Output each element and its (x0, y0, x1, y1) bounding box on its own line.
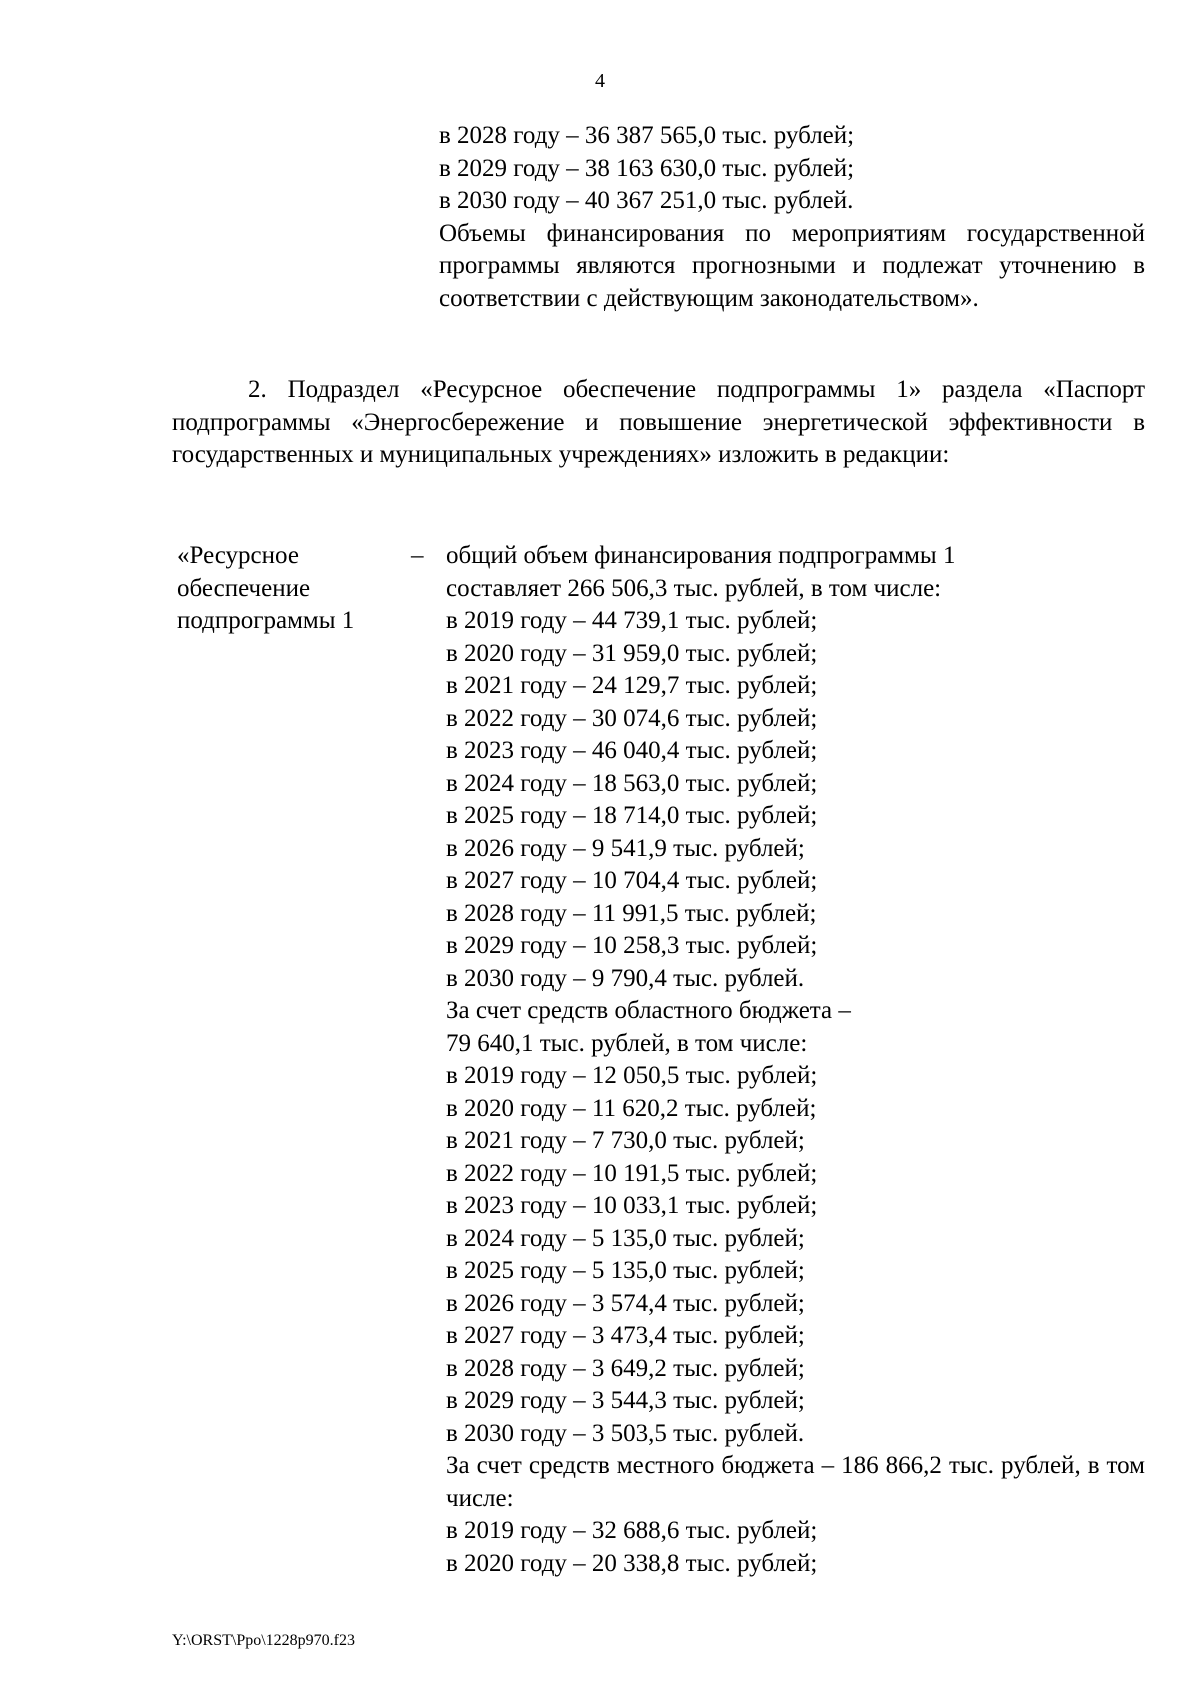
total-year-line: в 2030 году – 9 790,4 тыс. рублей. (446, 964, 805, 992)
year-line: в 2030 году – 40 367 251,0 тыс. рублей. (439, 187, 854, 214)
regional-head: За счет средств областного бюджета – (446, 997, 851, 1024)
resource-label (177, 540, 417, 638)
year-line: в 2029 году – 38 163 630,0 тыс. рублей; (439, 154, 855, 182)
label-dash: – (411, 542, 424, 569)
year-line: в 2028 году – 36 387 565,0 тыс. рублей; (439, 122, 855, 149)
resource-body (446, 540, 1145, 1580)
file-path-footer: Y:\ORST\Ppo\1228p970.f23 (172, 1632, 355, 1649)
regional-year-line: в 2025 году – 5 135,0 тыс. рублей; (446, 1257, 805, 1284)
local-year-line: в 2020 году – 20 338,8 тыс. рублей; (446, 1549, 818, 1577)
forecast-note: Объемы финансирования по мероприятиям государственной программы являются прогнозными и подлежат уточнению в соответствии с действующим законодательством». (439, 219, 1145, 312)
regional-year-line: в 2024 году – 5 135,0 тыс. рублей; (446, 1224, 805, 1252)
regional-year-line: в 2020 году – 11 620,2 тыс. рублей; (446, 1094, 817, 1122)
local-year-line: в 2019 году – 32 688,6 тыс. рублей; (446, 1517, 818, 1544)
total-year-line: в 2022 году – 30 074,6 тыс. рублей; (446, 704, 818, 732)
page-number: 4 (595, 70, 605, 92)
regional-year-line: в 2023 году – 10 033,1 тыс. рублей; (446, 1192, 818, 1219)
total-year-line: в 2026 году – 9 541,9 тыс. рублей; (446, 834, 805, 862)
total-line: составляет 266 506,3 тыс. рублей, в том числе: (446, 574, 942, 602)
regional-year-line: в 2021 году – 7 730,0 тыс. рублей; (446, 1127, 805, 1154)
section-2-paragraph: 2. Подраздел «Ресурсное обеспечение подпрограммы 1» раздела «Паспорт подпрограммы «Энергосбережение и повышение энергетической эффективности в государственных и муниципальных учреждениях» изложить в редакции: (172, 376, 1145, 468)
local-years-list (446, 1515, 1145, 1580)
regional-year-line: в 2028 году – 3 649,2 тыс. рублей; (446, 1354, 805, 1382)
regional-years-list (446, 1060, 1145, 1450)
regional-year-line: в 2026 году – 3 574,4 тыс. рублей; (446, 1289, 805, 1317)
total-year-line: в 2029 году – 10 258,3 тыс. рублей; (446, 932, 818, 959)
total-year-line: в 2024 году – 18 563,0 тыс. рублей; (446, 769, 818, 797)
regional-year-line: в 2027 году – 3 473,4 тыс. рублей; (446, 1322, 805, 1349)
total-year-line: в 2020 году – 31 959,0 тыс. рублей; (446, 639, 818, 667)
resource-label-line: подпрограммы 1 (177, 607, 355, 634)
funding-continuation (439, 120, 1145, 315)
regional-year-line: в 2029 году – 3 544,3 тыс. рублей; (446, 1387, 805, 1414)
regional-total: 79 640,1 тыс. рублей, в том числе: (446, 1029, 808, 1057)
total-year-line: в 2023 году – 46 040,4 тыс. рублей; (446, 737, 818, 764)
regional-year-line: в 2022 году – 10 191,5 тыс. рублей; (446, 1159, 818, 1187)
resource-label-line: «Ресурсное (177, 542, 299, 569)
local-head: За счет средств местного бюджета – 186 866,2 тыс. рублей, в том числе: (446, 1452, 1145, 1512)
regional-year-line: в 2030 году – 3 503,5 тыс. рублей. (446, 1419, 805, 1447)
resource-label-line: обеспечение (177, 574, 311, 602)
total-intro: общий объем финансирования подпрограммы 1 (446, 542, 956, 569)
total-year-line: в 2019 году – 44 739,1 тыс. рублей; (446, 607, 818, 634)
total-year-line: в 2025 году – 18 714,0 тыс. рублей; (446, 802, 818, 829)
total-year-line: в 2027 году – 10 704,4 тыс. рублей; (446, 867, 818, 894)
regional-year-line: в 2019 году – 12 050,5 тыс. рублей; (446, 1062, 818, 1089)
total-years-list (446, 605, 1145, 995)
total-year-line: в 2021 году – 24 129,7 тыс. рублей; (446, 672, 818, 699)
total-year-line: в 2028 году – 11 991,5 тыс. рублей; (446, 899, 817, 927)
